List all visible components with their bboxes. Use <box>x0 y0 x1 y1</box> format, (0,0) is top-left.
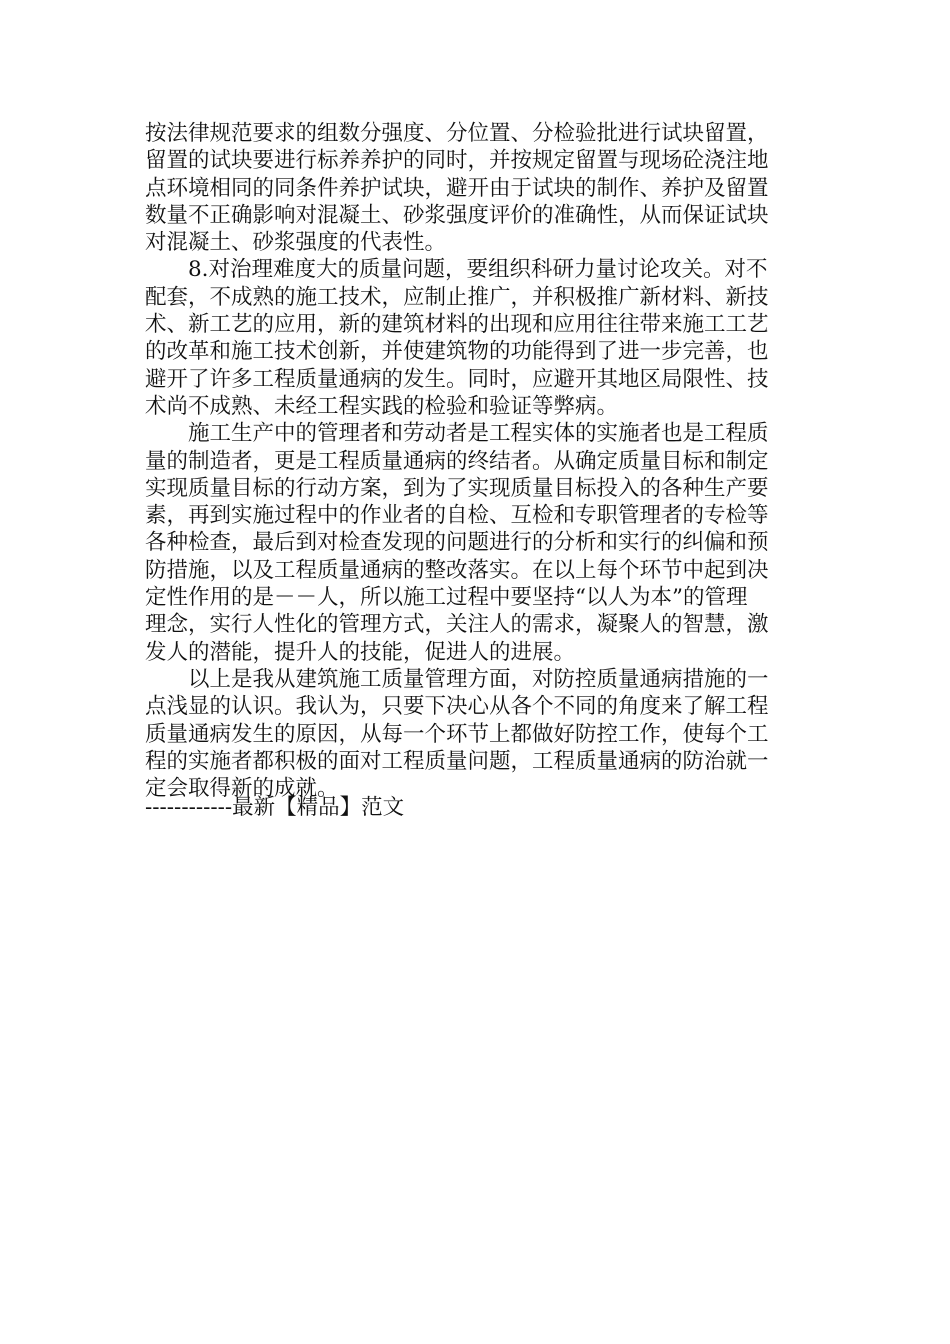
paragraph-line: 留置的试块要进行标养养护的同时，并按规定留置与现场砼浇注地 <box>145 148 769 174</box>
paragraph-line: 程的实施者都积极的面对工程质量问题，工程质量通病的防治就一 <box>145 748 769 774</box>
paragraph-line: 点浅显的认识。我认为，只要下决心从各个不同的角度来了解工程 <box>145 694 769 720</box>
paragraph-line: 施工生产中的管理者和劳动者是工程实体的实施者也是工程质 <box>188 421 769 447</box>
paragraph-1 <box>145 120 805 256</box>
paragraph-line: 点环境相同的同条件养护试块，避开由于试块的制作、养护及留置 <box>145 175 769 201</box>
paragraph-line: 理念，实行人性化的管理方式，关注人的需求，凝聚人的智慧，激 <box>145 612 769 638</box>
paragraph-line: 实现质量目标的行动方案，到为了实现质量目标投入的各种生产要 <box>145 475 769 501</box>
paragraph-line: 素，再到实施过程中的作业者的自检、互检和专职管理者的专检等 <box>145 503 769 529</box>
paragraph-line: 配套，不成熟的施工技术，应制止推广，并积极推广新材料、新技 <box>145 284 769 310</box>
paragraph-line: 术尚不成熟、未经工程实践的检验和验证等弊病。 <box>145 393 619 419</box>
paragraph-2 <box>145 256 805 420</box>
paragraph-line: 数量不正确影响对混凝土、砂浆强度评价的准确性，从而保证试块 <box>145 202 769 228</box>
paragraph-line: 量的制造者，更是工程质量通病的终结者。从确定质量目标和制定 <box>145 448 769 474</box>
paragraph-line: 质量通病发生的原因，从每一个环节上都做好防控工作，使每个工 <box>145 721 769 747</box>
paragraph-line: 对混凝土、砂浆强度的代表性。 <box>145 230 447 256</box>
paragraph-3 <box>145 420 805 666</box>
footer-banner: ------------最新【精品】范文 <box>145 795 405 820</box>
paragraph-line: 按法律规范要求的组数分强度、分位置、分检验批进行试块留置， <box>145 121 769 146</box>
paragraph-line: 以上是我从建筑施工质量管理方面，对防控质量通病措施的一 <box>188 666 769 692</box>
paragraph-line: 8.对治理难度大的质量问题，要组织科研力量讨论攻关。对不 <box>188 257 768 283</box>
paragraph-line: 各种检查，最后到对检查发现的问题进行的分析和实行的纠偏和预 <box>145 530 769 556</box>
document-body <box>145 120 805 802</box>
paragraph-line: 防措施，以及工程质量通病的整改落实。在以上每个环节中起到决 <box>145 557 769 583</box>
paragraph-line: 定性作用的是－－人，所以施工过程中要坚持“以人为本”的管理 <box>145 585 748 611</box>
paragraph-line: 的改革和施工技术创新，并使建筑物的功能得到了进一步完善，也 <box>145 339 769 365</box>
paragraph-line: 定会取得新的成就。 <box>145 776 339 802</box>
paragraph-line: 避开了许多工程质量通病的发生。同时，应避开其地区局限性、技 <box>145 366 769 392</box>
paragraph-4 <box>145 666 805 802</box>
paragraph-line: 术、新工艺的应用，新的建筑材料的出现和应用往往带来施工工艺 <box>145 312 769 338</box>
paragraph-line: 发人的潜能，提升人的技能，促进人的进展。 <box>145 639 576 665</box>
